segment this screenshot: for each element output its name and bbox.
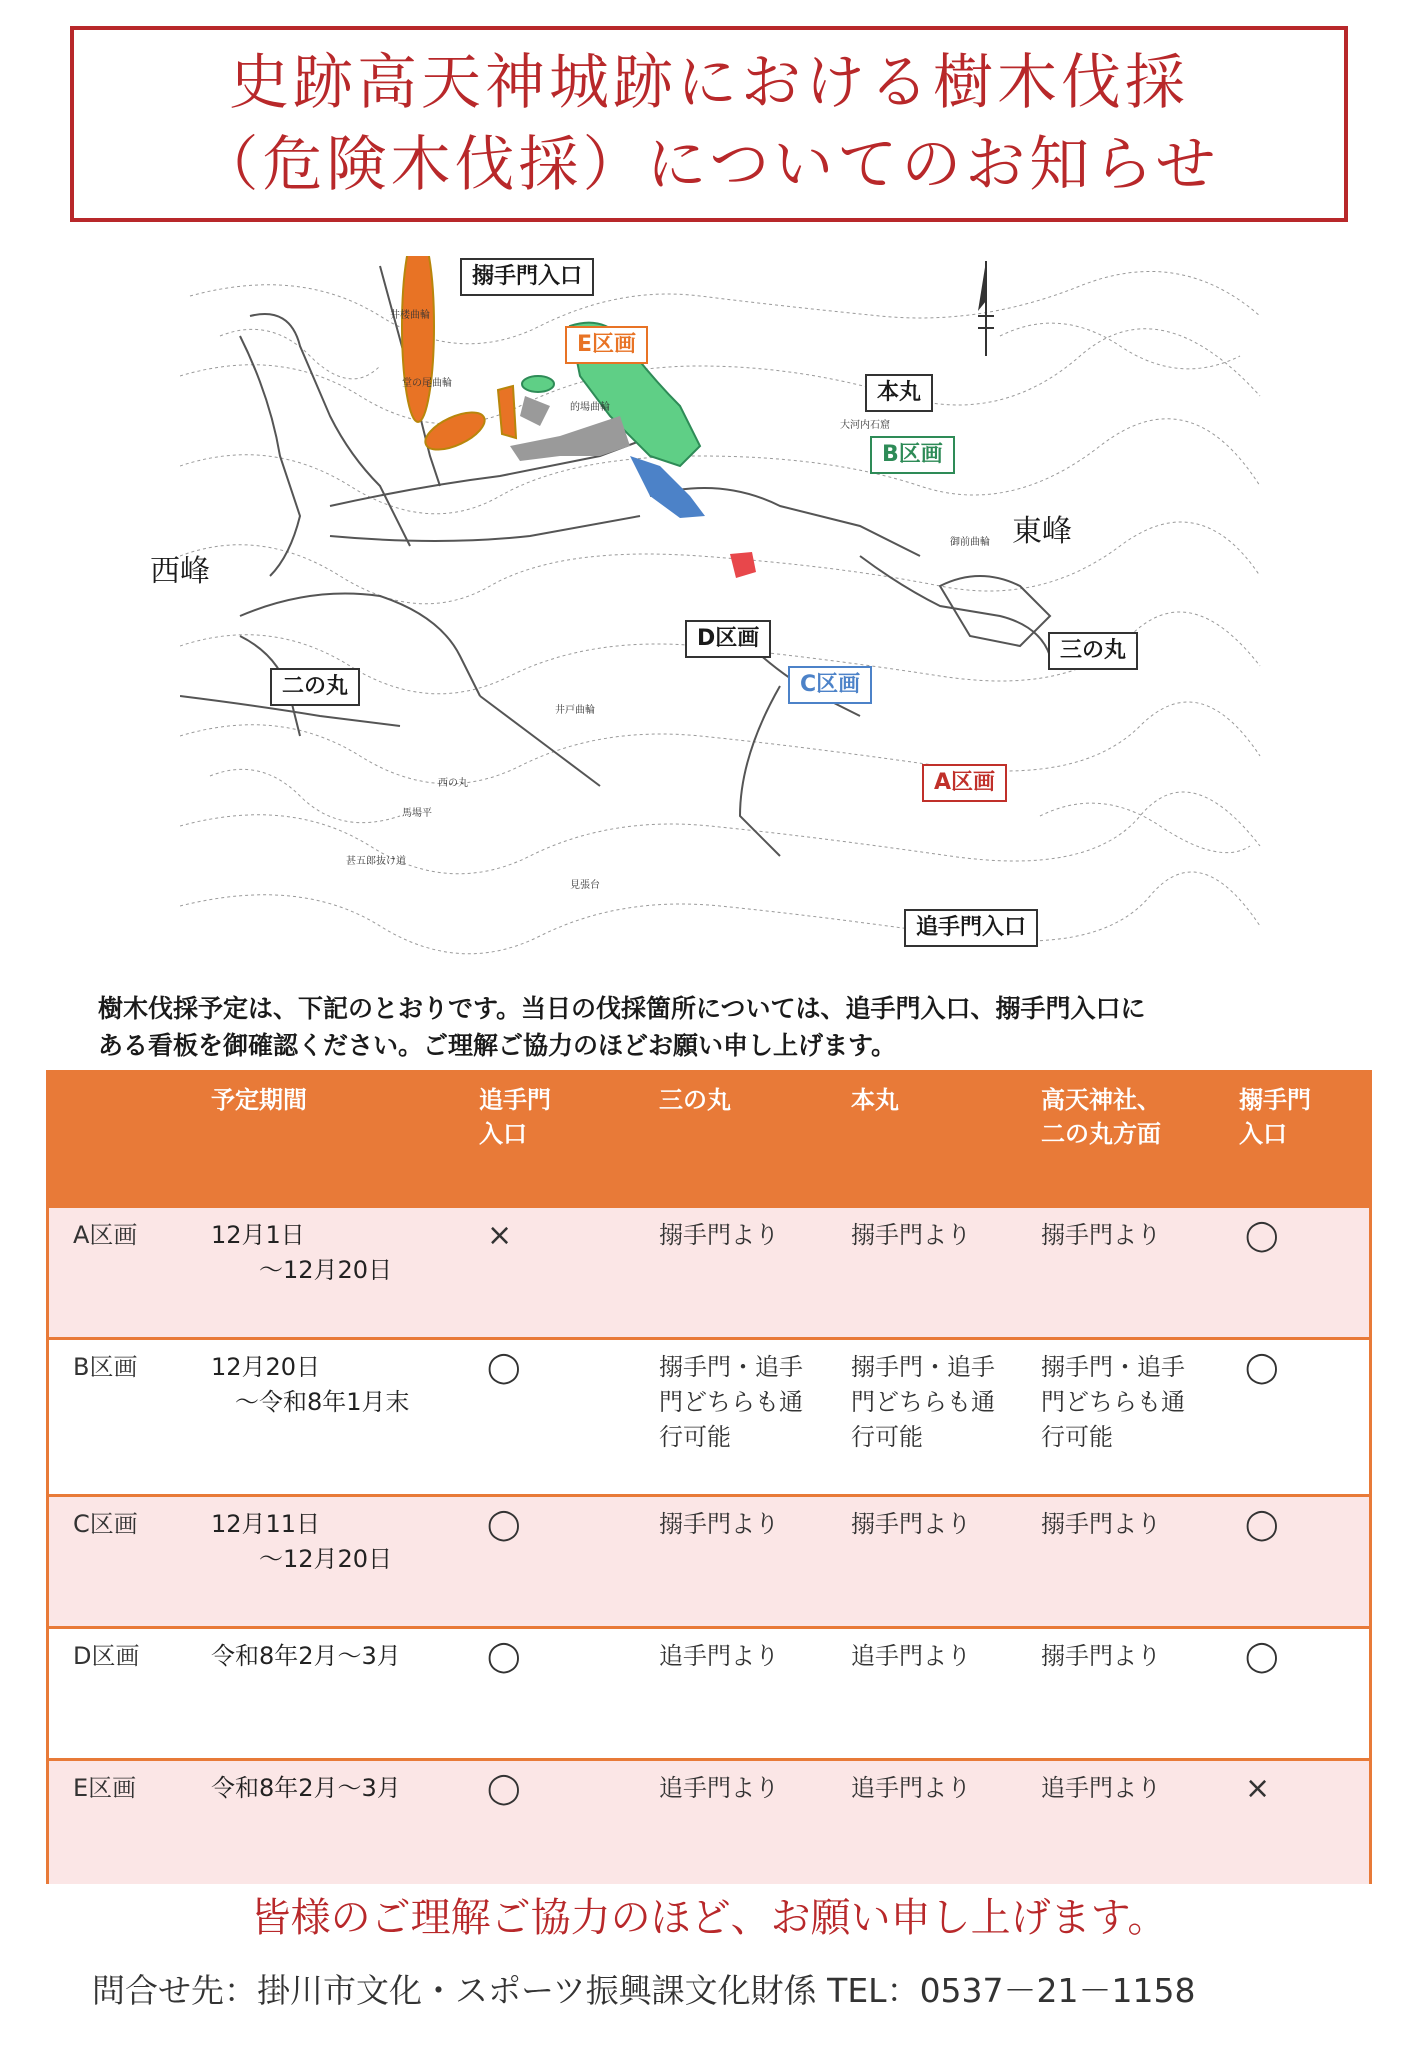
map-small-jingoro: 甚五郎抜け道 — [346, 856, 406, 867]
schedule-row-e — [49, 1758, 1369, 1884]
map-small-ido-kuruwa: 井戸曲輪 — [555, 705, 595, 716]
contour-lines — [180, 271, 1260, 953]
zone-e-area-1 — [402, 256, 434, 422]
row-a-honmaru: 搦手門より — [851, 1221, 971, 1249]
row-e-takatenjin: 追手門より — [1041, 1774, 1161, 1802]
header-ote-line-1: 追手門 — [479, 1086, 551, 1114]
schedule-row-c — [49, 1494, 1369, 1626]
zone-a-area — [730, 552, 756, 578]
map-small-nishinomaru: 西の丸 — [438, 778, 468, 789]
row-c-period: 12月11日 ～12月20日 — [211, 1510, 393, 1573]
intro-line-2: ある看板を御確認ください。ご理解ご協力のほどお願い申し上げます。 — [98, 1031, 897, 1060]
map-label-ninomaru: 二の丸 — [270, 668, 360, 706]
row-a-period: 12月1日 ～12月20日 — [211, 1221, 393, 1284]
row-c-takatenjin: 搦手門より — [1041, 1510, 1161, 1538]
zone-d-area-2 — [510, 416, 630, 461]
map-label-zone-b: B区画 — [870, 436, 955, 474]
header-karamete-line-2: 入口 — [1239, 1120, 1287, 1148]
map-label-nishimine: 西峰 — [150, 554, 210, 589]
north-arrow-icon — [978, 261, 994, 356]
map-small-iro-kuruwa: 井楼曲輪 — [390, 310, 430, 321]
map-small-miharashidai: 見張台 — [570, 880, 600, 891]
row-d-period: 令和8年2月～3月 — [211, 1642, 401, 1670]
header-ote-line-2: 入口 — [479, 1120, 527, 1148]
schedule-table — [46, 1070, 1372, 1884]
map-label-zone-d: D区画 — [685, 620, 771, 658]
row-d-sannomaru: 追手門より — [659, 1642, 779, 1670]
map-label-zone-c: C区画 — [788, 666, 872, 704]
map-small-babadaira: 馬場平 — [402, 808, 432, 819]
header-takatenjin-line-1: 高天神社、 — [1041, 1086, 1161, 1114]
row-d-zone: D区画 — [73, 1642, 140, 1670]
schedule-row-b — [49, 1337, 1369, 1494]
zone-c-area — [630, 456, 705, 518]
contact-info: 問合せ先：掛川市文化・スポーツ振興課文化財係 TEL：0537－21－1158 — [92, 1971, 1196, 2010]
title-line-2: （危険木伐採）についてのお知らせ — [198, 130, 1220, 200]
row-b-zone: B区画 — [73, 1353, 138, 1381]
row-b-karamete-status: ◯ — [1245, 1350, 1279, 1385]
map-label-sannomaru: 三の丸 — [1048, 632, 1138, 670]
map-small-gozen-kuruwa: 御前曲輪 — [950, 537, 990, 548]
cutting-zones — [402, 256, 756, 578]
header-takatenjin — [1041, 1083, 1161, 1151]
row-a-sannomaru: 搦手門より — [659, 1221, 779, 1249]
row-d-takatenjin: 搦手門より — [1041, 1642, 1161, 1670]
schedule-row-a — [49, 1205, 1369, 1337]
map-small-matoba-kuruwa: 的場曲輪 — [570, 402, 610, 413]
row-c-honmaru: 搦手門より — [851, 1510, 971, 1538]
contour-map-drawing — [180, 256, 1270, 976]
header-karamete-line-1: 搦手門 — [1239, 1086, 1311, 1114]
row-a-zone: A区画 — [73, 1221, 138, 1249]
castle-site-map — [150, 256, 1270, 976]
zone-b-area-small — [522, 376, 554, 392]
row-c-zone: C区画 — [73, 1510, 138, 1538]
row-d-honmaru: 追手門より — [851, 1642, 971, 1670]
map-label-ote-entrance: 追手門入口 — [904, 909, 1038, 947]
row-e-period: 令和8年2月～3月 — [211, 1774, 401, 1802]
row-a-karamete-status: ◯ — [1245, 1218, 1279, 1253]
closing-message: 皆様のご理解ご協力のほど、お願い申し上げます。 — [250, 1895, 1168, 1941]
row-a-takatenjin: 搦手門より — [1041, 1221, 1161, 1249]
header-period: 予定期間 — [211, 1086, 307, 1114]
header-ote-entrance — [479, 1083, 551, 1151]
zone-e-area-3 — [498, 386, 516, 438]
schedule-header-row — [49, 1073, 1369, 1205]
row-b-sannomaru: 搦手門・追手門どちらも通行可能 — [659, 1353, 803, 1451]
header-takatenjin-line-2: 二の丸方面 — [1041, 1120, 1161, 1148]
row-b-period: 12月20日 ～令和8年1月末 — [211, 1353, 410, 1416]
header-karamete-entrance — [1239, 1083, 1311, 1151]
row-b-honmaru: 搦手門・追手門どちらも通行可能 — [851, 1353, 995, 1451]
intro-line-1: 樹木伐採予定は、下記のとおりです。当日の伐採箇所については、追手門入口、搦手門入口に — [98, 994, 1146, 1023]
map-small-donoo-kuruwa: 堂の尾曲輪 — [402, 378, 452, 389]
zone-e-area-2 — [420, 405, 490, 457]
row-b-ote-status: ◯ — [487, 1350, 521, 1385]
map-label-higashimine: 東峰 — [1012, 514, 1072, 549]
row-d-karamete-status: ◯ — [1245, 1639, 1279, 1674]
row-e-sannomaru: 追手門より — [659, 1774, 779, 1802]
schedule-row-d — [49, 1626, 1369, 1758]
header-honmaru: 本丸 — [851, 1086, 899, 1114]
row-e-ote-status: ◯ — [487, 1771, 521, 1806]
row-c-karamete-status: ◯ — [1245, 1507, 1279, 1542]
map-label-honmaru: 本丸 — [865, 374, 933, 412]
row-e-zone: E区画 — [73, 1774, 137, 1802]
header-sannomaru: 三の丸 — [659, 1086, 731, 1114]
row-c-ote-status: ◯ — [487, 1507, 521, 1542]
row-b-takatenjin: 搦手門・追手門どちらも通行可能 — [1041, 1353, 1185, 1451]
map-label-zone-a: A区画 — [922, 764, 1007, 802]
row-d-ote-status: ◯ — [487, 1639, 521, 1674]
map-label-karamete-entrance: 搦手門入口 — [460, 258, 594, 296]
map-small-okochi: 大河内石窟 — [840, 420, 890, 431]
title-line-1: 史跡高天神城跡における樹木伐採 — [229, 48, 1189, 118]
zone-d-area-1 — [520, 396, 550, 426]
notice-title-box — [70, 26, 1348, 222]
row-c-sannomaru: 搦手門より — [659, 1510, 779, 1538]
row-e-karamete-status: × — [1245, 1771, 1271, 1806]
intro-text — [98, 990, 1338, 1064]
map-label-zone-e: E区画 — [565, 326, 648, 364]
row-a-ote-status: × — [487, 1218, 513, 1253]
row-e-honmaru: 追手門より — [851, 1774, 971, 1802]
